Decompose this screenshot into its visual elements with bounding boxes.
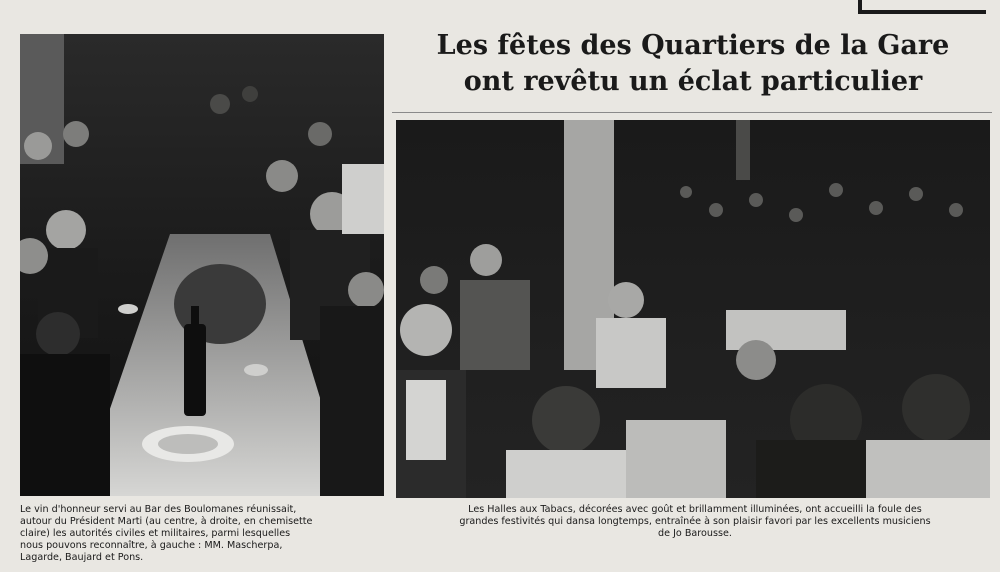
caption-right-line-2: grandes festivités qui dansa longtemps, entraînée à son plaisir favori par les excellents musiciens (459, 516, 931, 527)
caption-left-line-1: Le vin d'honneur servi au Bar des Boulomanes réunissait, (20, 504, 297, 515)
dance-hall-photo (396, 120, 990, 498)
caption-right-line-1: Les Halles aux Tabacs, décorées avec goût et brillamment illuminées, ont accueilli la foule des (468, 504, 922, 515)
corner-frame-mark (858, 0, 986, 14)
caption-left-line-4: nous pouvons reconnaître, à gauche : MM. Mascherpa, (20, 540, 283, 551)
headline-rule (392, 112, 992, 113)
caption-left-line-2: autour du Président Marti (au centre, à droite, en chemisette (20, 516, 313, 527)
caption-left-line-5: Lagarde, Baujard et Pons. (20, 552, 144, 563)
caption-left-line-3: claire) les autorités civiles et militaires, parmi lesquelles (20, 528, 291, 539)
caption-right-line-3: de Jo Barousse. (658, 528, 732, 539)
headline-line-2: ont revêtu un éclat particulier (463, 66, 923, 97)
dance-hall-photo-caption (400, 504, 990, 540)
headline-line-1: Les fêtes des Quartiers de la Gare (436, 30, 950, 61)
article-headline (398, 28, 988, 100)
banquet-photo (20, 34, 384, 496)
banquet-photo-caption (20, 504, 386, 564)
